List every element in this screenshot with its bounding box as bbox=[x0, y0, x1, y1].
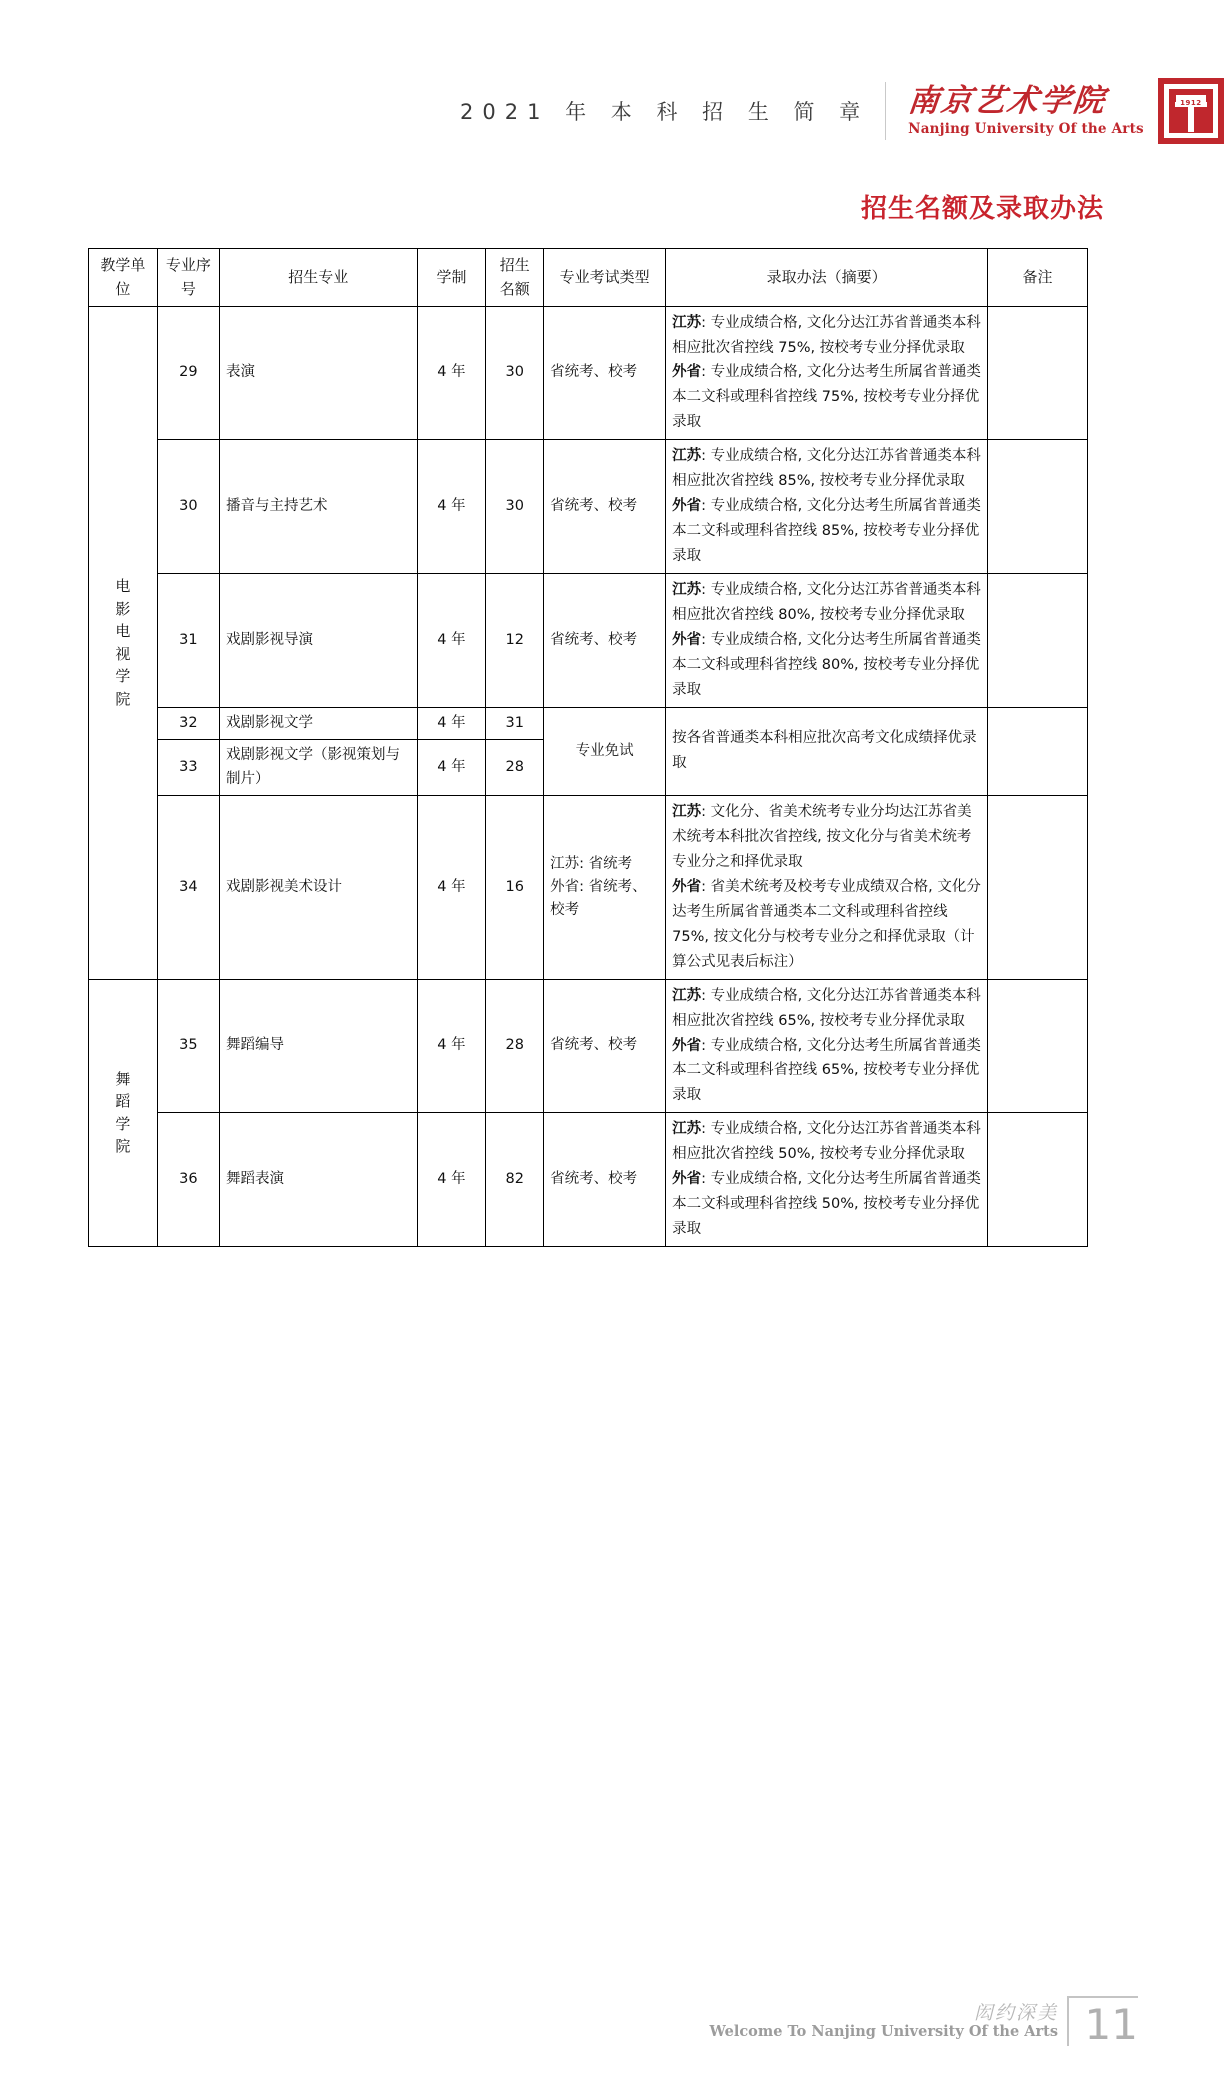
cell-quota: 28 bbox=[486, 979, 544, 1113]
university-name-en: Nanjing University Of the Arts bbox=[908, 121, 1144, 138]
exam-type-text: 省统考、校考 bbox=[550, 364, 638, 381]
admission-method-text bbox=[672, 984, 981, 1109]
region-label: 江苏 bbox=[672, 987, 702, 1004]
cell-admission-method bbox=[666, 1113, 988, 1247]
table-row bbox=[89, 707, 1088, 739]
region-label: 外省 bbox=[672, 498, 702, 515]
exam-type-text: 省统考、校考 bbox=[550, 498, 638, 515]
cell-admission-method bbox=[666, 440, 988, 574]
cell-major-name: 舞蹈编导 bbox=[219, 979, 417, 1113]
cell-admission-method bbox=[666, 979, 988, 1113]
region-label: 江苏 bbox=[672, 314, 702, 331]
cell-remark bbox=[988, 440, 1088, 574]
admission-method-text bbox=[672, 311, 981, 436]
cell-major-no: 32 bbox=[157, 707, 219, 739]
cell-major-name: 舞蹈表演 bbox=[219, 1113, 417, 1247]
region-label: 外省 bbox=[672, 1171, 702, 1188]
header-divider bbox=[885, 82, 886, 140]
cell-quota: 16 bbox=[486, 796, 544, 980]
cell-years: 4 年 bbox=[417, 796, 486, 980]
region-label: 江苏 bbox=[672, 448, 702, 465]
admission-method-text bbox=[672, 726, 981, 776]
cell-exam-type bbox=[544, 796, 666, 980]
region-label: 外省 bbox=[672, 878, 702, 895]
cell-exam-type bbox=[544, 979, 666, 1113]
table-row bbox=[89, 573, 1088, 707]
cell-quota: 30 bbox=[486, 440, 544, 574]
cell-remark bbox=[988, 979, 1088, 1113]
cell-remark bbox=[988, 707, 1088, 795]
cell-admission-method bbox=[666, 796, 988, 980]
admission-method-paragraph: 江苏: 专业成绩合格, 文化分达江苏省普通类本科相应批次省控线 85%, 按校考专业分择优录取 bbox=[672, 448, 981, 490]
cell-exam-type bbox=[544, 573, 666, 707]
cell-teaching-unit bbox=[89, 306, 158, 979]
university-seal-icon bbox=[1158, 78, 1224, 144]
region-label: 江苏 bbox=[672, 804, 702, 821]
cell-exam-type bbox=[544, 440, 666, 574]
cell-remark bbox=[988, 306, 1088, 440]
motto-en: Welcome To Nanjing University Of the Arts bbox=[709, 2023, 1058, 2040]
cell-teaching-unit bbox=[89, 979, 158, 1246]
section-title: 招生名额及录取办法 bbox=[860, 194, 1104, 224]
cell-years: 4 年 bbox=[417, 306, 486, 440]
admission-method-paragraph: 外省: 专业成绩合格, 文化分达考生所属省普通类本二文科或理科省控线 50%, 按校考专业分择优录取 bbox=[672, 1171, 981, 1238]
exam-type-text: 专业免试 bbox=[575, 742, 634, 759]
table-row bbox=[89, 1113, 1088, 1247]
university-logo bbox=[906, 82, 1144, 138]
table-row bbox=[89, 796, 1088, 980]
header-inner bbox=[460, 78, 1224, 144]
exam-type-text: 省统考、校考 bbox=[550, 631, 638, 648]
col-header-exam: 专业考试类型 bbox=[544, 249, 666, 307]
cell-quota: 82 bbox=[486, 1113, 544, 1247]
region-label: 江苏 bbox=[672, 581, 702, 598]
col-header-unit: 教学单位 bbox=[89, 249, 158, 307]
cell-major-name: 播音与主持艺术 bbox=[219, 440, 417, 574]
cell-quota: 31 bbox=[486, 707, 544, 739]
region-label: 江苏 bbox=[672, 1121, 702, 1138]
admission-table bbox=[88, 248, 1088, 1247]
col-header-quota: 招生名额 bbox=[486, 249, 544, 307]
cell-major-name: 戏剧影视导演 bbox=[219, 573, 417, 707]
table-row bbox=[89, 979, 1088, 1113]
cell-remark bbox=[988, 573, 1088, 707]
seal-year-label: 1912 bbox=[1180, 99, 1202, 107]
admission-method-paragraph: 外省: 专业成绩合格, 文化分达考生所属省普通类本二文科或理科省控线 65%, 按校考专业分择优录取 bbox=[672, 1037, 981, 1104]
cell-major-no: 36 bbox=[157, 1113, 219, 1247]
cell-exam-type bbox=[544, 306, 666, 440]
cell-remark bbox=[988, 1113, 1088, 1247]
admission-method-paragraph: 按各省普通类本科相应批次高考文化成绩择优录取 bbox=[672, 730, 977, 772]
cell-major-no: 35 bbox=[157, 979, 219, 1113]
cell-years: 4 年 bbox=[417, 740, 486, 796]
cell-admission-method bbox=[666, 707, 988, 795]
teaching-unit-label: 电影电视学院 bbox=[115, 577, 131, 708]
admission-method-paragraph: 江苏: 专业成绩合格, 文化分达江苏省普通类本科相应批次省控线 50%, 按校考专业分择优录取 bbox=[672, 1121, 981, 1163]
page-title: 2021 年 本 科 招 生 简 章 bbox=[460, 100, 870, 124]
cell-quota: 30 bbox=[486, 306, 544, 440]
cell-admission-method bbox=[666, 573, 988, 707]
cell-major-name: 戏剧影视美术设计 bbox=[219, 796, 417, 980]
region-label: 外省 bbox=[672, 1037, 702, 1054]
cell-major-no: 33 bbox=[157, 740, 219, 796]
teaching-unit-label: 舞蹈学院 bbox=[115, 1069, 131, 1156]
cell-exam-type bbox=[544, 707, 666, 795]
cell-exam-type bbox=[544, 1113, 666, 1247]
cell-years: 4 年 bbox=[417, 707, 486, 739]
cell-remark bbox=[988, 796, 1088, 980]
cell-major-no: 31 bbox=[157, 573, 219, 707]
exam-type-text: 省统考、校考 bbox=[550, 1037, 638, 1054]
footer-motto-block bbox=[710, 1998, 1058, 2040]
cell-years: 4 年 bbox=[417, 573, 486, 707]
cell-quota: 28 bbox=[486, 740, 544, 796]
cell-major-no: 30 bbox=[157, 440, 219, 574]
cell-major-name: 戏剧影视文学（影视策划与制片） bbox=[219, 740, 417, 796]
col-header-remark: 备注 bbox=[988, 249, 1088, 307]
admission-method-text bbox=[672, 578, 981, 703]
cell-major-name: 戏剧影视文学 bbox=[219, 707, 417, 739]
university-name-cn: 南京艺术学院 bbox=[906, 82, 1109, 119]
exam-type-text: 江苏: 省统考 外省: 省统考、校考 bbox=[550, 855, 647, 918]
cell-major-no: 34 bbox=[157, 796, 219, 980]
admission-method-paragraph: 江苏: 文化分、省美术统考专业分均达江苏省美术统考本科批次省控线, 按文化分与省美术统考专业分之和择优录取 bbox=[672, 804, 972, 870]
region-label: 外省 bbox=[672, 631, 702, 648]
exam-type-text: 省统考、校考 bbox=[550, 1171, 638, 1188]
admission-table-wrapper bbox=[88, 248, 1088, 1247]
admission-table-body bbox=[89, 306, 1088, 1246]
table-row bbox=[89, 306, 1088, 440]
table-row bbox=[89, 440, 1088, 574]
page-header bbox=[0, 0, 1202, 185]
col-header-method: 录取办法（摘要） bbox=[666, 249, 988, 307]
cell-admission-method bbox=[666, 306, 988, 440]
admission-method-text bbox=[672, 444, 981, 569]
table-header-row bbox=[89, 249, 1088, 307]
admission-method-paragraph: 江苏: 专业成绩合格, 文化分达江苏省普通类本科相应批次省控线 75%, 按校考专业分择优录取 bbox=[672, 314, 981, 356]
cell-quota: 12 bbox=[486, 573, 544, 707]
admission-method-text bbox=[672, 1117, 981, 1242]
col-header-years: 学制 bbox=[417, 249, 486, 307]
page-footer bbox=[0, 1984, 1176, 2064]
cell-years: 4 年 bbox=[417, 440, 486, 574]
admission-method-paragraph: 外省: 省美术统考及校考专业成绩双合格, 文化分达考生所属省普通类本二文科或理科省控线 75%, 按文化分与校考专业分之和择优录取（计算公式见表后标注） bbox=[672, 878, 981, 970]
cell-years: 4 年 bbox=[417, 1113, 486, 1247]
admission-method-paragraph: 江苏: 专业成绩合格, 文化分达江苏省普通类本科相应批次省控线 80%, 按校考专业分择优录取 bbox=[672, 581, 981, 623]
col-header-major: 招生专业 bbox=[219, 249, 417, 307]
admission-method-text bbox=[672, 800, 981, 975]
cell-major-name: 表演 bbox=[219, 306, 417, 440]
page-number: 11 bbox=[1067, 1996, 1138, 2046]
admission-method-paragraph: 外省: 专业成绩合格, 文化分达考生所属省普通类本二文科或理科省控线 80%, 按校考专业分择优录取 bbox=[672, 631, 981, 698]
admission-method-paragraph: 江苏: 专业成绩合格, 文化分达江苏省普通类本科相应批次省控线 65%, 按校考专业分择优录取 bbox=[672, 987, 981, 1029]
admission-method-paragraph: 外省: 专业成绩合格, 文化分达考生所属省普通类本二文科或理科省控线 85%, 按校考专业分择优录取 bbox=[672, 498, 981, 565]
region-label: 外省 bbox=[672, 364, 702, 381]
col-header-no: 专业序号 bbox=[157, 249, 219, 307]
cell-years: 4 年 bbox=[417, 979, 486, 1113]
admission-method-paragraph: 外省: 专业成绩合格, 文化分达考生所属省普通类本二文科或理科省控线 75%, 按校考专业分择优录取 bbox=[672, 364, 981, 431]
motto-cn: 闳约深美 bbox=[973, 2002, 1058, 2024]
cell-major-no: 29 bbox=[157, 306, 219, 440]
